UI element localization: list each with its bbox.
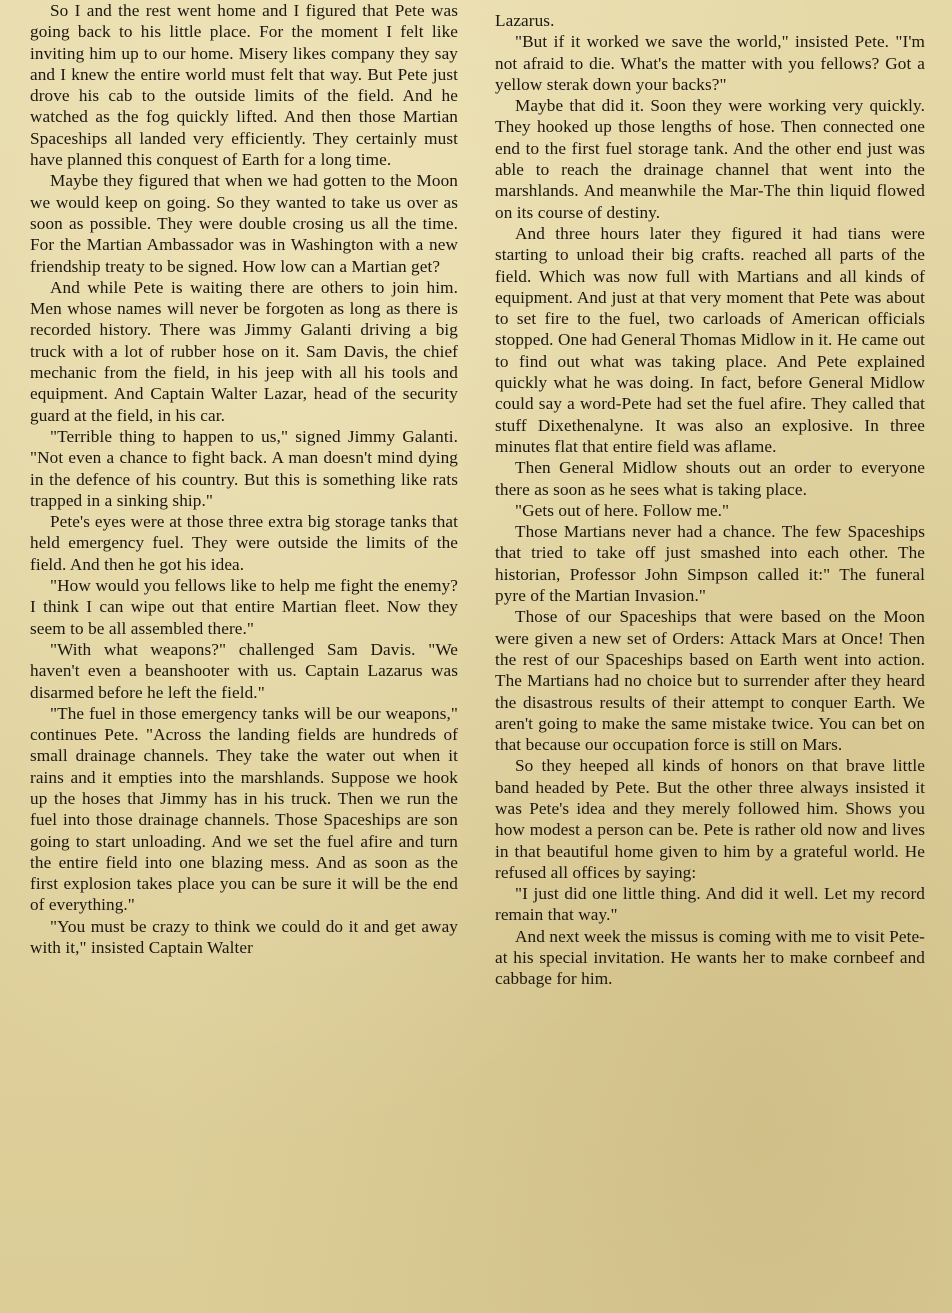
paragraph: "The fuel in those emergency tanks will be our weapons," continues Pete. "Across the landing fields are hundreds of small drainage channels. They take the water out when it rains and it empties into the marshlands. Suppose we hook up the hoses that Jimmy has in his truck. Then we run the fuel into those drainage channels. Those Spaceships are son going to start unloading. And we set the fuel afire and turn the entire field into one blazing mess. And as soon as the first explosion takes place you can be sure it will be the end of everything." bbox=[30, 703, 458, 915]
paragraph: So I and the rest went home and I figured that Pete was going back to his little place. For the moment I felt like inviting him up to our home. Misery likes company they say and I knew the entire world must felt that way. But Pete just drove his cab to the outside limits of the field. And he watched as the fog quickly lifted. And then those Martian Spaceships all landed very efficiently. They certainly must have planned this conquest of Earth for a long time. bbox=[30, 1, 458, 170]
continuation-line: Lazarus. bbox=[495, 11, 555, 30]
right-text-column bbox=[495, 10, 925, 990]
paragraph: Pete's eyes were at those three extra big storage tanks that held emergency fuel. They were outside the limits of the field. And then he got his idea. bbox=[30, 512, 458, 574]
paragraph: "You must be crazy to think we could do it and get away with it," insisted Captain Walter bbox=[30, 916, 458, 958]
paragraph: Those Martians never had a chance. The few Spaceships that tried to take off just smashed into each other. The historian, Professor John Simpson called it:" The funeral pyre of the Martian Invasion." bbox=[495, 522, 925, 606]
paragraph: And next week the missus is coming with me to visit Pete-at his special invitation. He wants her to make cornbeef and cabbage for him. bbox=[495, 926, 925, 989]
paragraph: And while Pete is waiting there are others to join him. Men whose names will never be forgoten as long as there is recorded history. There was Jimmy Galanti driving a big truck with a lot of rubber hose on it. Sam Davis, the chief mechanic from the field, in his jeep with all his tools and equipment. And Captain Walter Lazar, head of the security guard at the field, in his car. bbox=[30, 277, 458, 425]
paragraph: Then General Midlow shouts out an order to everyone there as soon as he sees what is taking place. bbox=[495, 458, 925, 499]
paragraph: "How would you fellows like to help me fight the enemy? I think I can wipe out that entire Martian fleet. Now they seem to be all assembled there." bbox=[30, 576, 458, 638]
paragraph: "With what weapons?" challenged Sam Davis. "We haven't even a beanshooter with us. Captain Lazarus was disarmed before he left the field." bbox=[30, 639, 458, 702]
paragraph: So they heeped all kinds of honors on that brave little band headed by Pete. But the other three always insisted it was Pete's idea and they merely followed him. Shows you how modest a person can be. Pete is rather old now and lives in that beautiful home given to him by a grateful world. He refused all offices by saying: bbox=[495, 756, 925, 882]
paragraph: Those of our Spaceships that were based on the Moon were given a new set of Orders: Attack Mars at Once! Then the rest of our Spaceships based on Earth went into action. The Martians had no choice but to surrender after they heard the disastrous results of their attempt to conquer Earth. We aren't going to make the same mistake twice. You can bet on that because our occupation force is still on Mars. bbox=[495, 607, 925, 755]
left-text-column bbox=[30, 0, 458, 958]
paragraph: "Gets out of here. Follow me." bbox=[515, 500, 730, 520]
paragraph: And three hours later they figured it had tians were starting to unload their big crafts. reached all parts of the field. Which was now full with Martians and all kinds of equipment. And just at that very moment that Pete was about to set fire to the fuel, two carloads of American officials stopped. One had General Thomas Midlow in it. He came out to find out what was taking place. And Pete explained quickly what he was doing. In fact, before General Midlow could say a word-Pete had set the fuel afire. They called that stuff Dixethenalyne. It was also an explosive. In three minutes flat that entire field was aflame. bbox=[495, 223, 925, 456]
paragraph: Maybe they figured that when we had gotten to the Moon we would keep on going. So they wanted to take us over as soon as possible. They were double crosing us all the time. For the Martian Ambassador was in Washington with a new friendship treaty to be signed. How low can a Martian get? bbox=[30, 171, 458, 276]
paragraph: "I just did one little thing. And did it well. Let my record remain that way." bbox=[495, 884, 925, 925]
paragraph: Maybe that did it. Soon they were working very quickly. They hooked up those lengths of hose. Then connected one end to the first fuel storage tank. And the other end just was able to reach the drainage channel that went into the marshlands. And meanwhile the Mar-The thin liquid flowed on its course of destiny. bbox=[495, 96, 925, 222]
paragraph: "But if it worked we save the world," insisted Pete. "I'm not afraid to die. What's the matter with you fellows? Got a yellow sterak down your backs?" bbox=[495, 32, 925, 94]
paragraph: "Terrible thing to happen to us," signed Jimmy Galanti. "Not even a chance to fight back. A man doesn't mind dying in the defence of his country. But this is something like rats trapped in a sinking ship." bbox=[30, 426, 458, 510]
